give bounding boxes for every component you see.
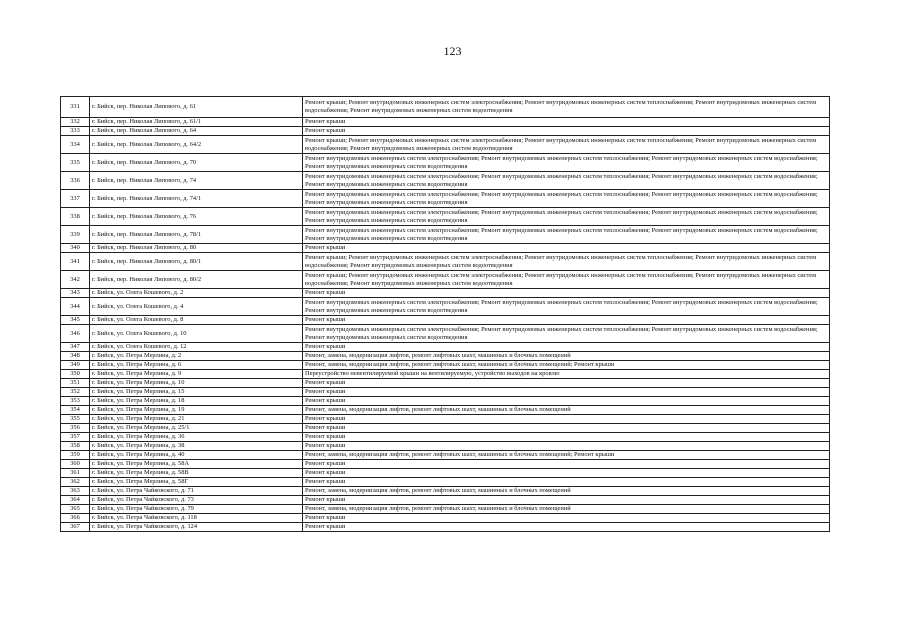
table-row — [61, 208, 830, 226]
row-number: 366 — [61, 514, 90, 523]
table-row — [61, 397, 830, 406]
table-row — [61, 325, 830, 343]
table-row — [61, 190, 830, 208]
row-number: 338 — [61, 208, 90, 226]
table-row — [61, 460, 830, 469]
row-number: 337 — [61, 190, 90, 208]
table-row — [61, 298, 830, 316]
row-works: Ремонт внутридомовых инженерных систем электроснабжения; Ремонт внутридомовых инженерных систем теплоснабжения; Ремонт внутридомовых инженерных систем водоснабжения; Ремонт внутридомовых инженерных систем водоотведения — [303, 154, 830, 172]
row-number: 362 — [61, 478, 90, 487]
row-works: Ремонт крыши — [303, 523, 830, 532]
row-number: 345 — [61, 316, 90, 325]
row-works: Ремонт крыши — [303, 127, 830, 136]
row-address: г. Бийск, ул. Петра Мерлина, д. 19 — [90, 406, 303, 415]
table-row — [61, 361, 830, 370]
table-row — [61, 271, 830, 289]
row-works: Ремонт крыши — [303, 118, 830, 127]
table-row — [61, 478, 830, 487]
row-number: 351 — [61, 379, 90, 388]
row-works: Ремонт внутридомовых инженерных систем электроснабжения; Ремонт внутридомовых инженерных систем теплоснабжения; Ремонт внутридомовых инженерных систем водоснабжения; Ремонт внутридомовых инженерных систем водоотведения — [303, 190, 830, 208]
row-address: г. Бийск, ул. Петра Мерлина, д. 36 — [90, 433, 303, 442]
row-address: г. Бийск, пер. Николая Липового, д. 61 — [90, 97, 303, 118]
row-number: 363 — [61, 487, 90, 496]
row-address: г. Бийск, ул. Петра Мерлина, д. 9 — [90, 370, 303, 379]
row-address: г. Бийск, пер. Николая Липового, д. 74 — [90, 172, 303, 190]
row-address: г. Бийск, ул. Петра Мерлина, д. 21 — [90, 415, 303, 424]
row-works: Ремонт крыши — [303, 442, 830, 451]
table-row — [61, 97, 830, 118]
row-works: Ремонт, замена, модернизация лифтов, ремонт лифтовых шахт, машинных и блочных помещений — [303, 487, 830, 496]
row-works: Ремонт, замена, модернизация лифтов, ремонт лифтовых шахт, машинных и блочных помещений; Ремонт крыши — [303, 361, 830, 370]
row-address: г. Бийск, ул. Олега Кошевого, д. 2 — [90, 289, 303, 298]
row-number: 342 — [61, 271, 90, 289]
row-address: г. Бийск, ул. Петра Мерлина, д. 25/1 — [90, 424, 303, 433]
row-works: Ремонт крыши — [303, 316, 830, 325]
row-address: г. Бийск, ул. Петра Чайковского, д. 71 — [90, 487, 303, 496]
row-number: 340 — [61, 244, 90, 253]
row-address: г. Бийск, ул. Петра Чайковского, д. 124 — [90, 523, 303, 532]
row-works: Ремонт крыши — [303, 379, 830, 388]
row-number: 367 — [61, 523, 90, 532]
row-works: Ремонт крыши; Ремонт внутридомовых инженерных систем электроснабжения; Ремонт внутридомовых инженерных систем теплоснабжения; Ремонт внутридомовых инженерных систем водоснабжения; Ремонт внутридомовых инженерных систем водоотведения — [303, 136, 830, 154]
table-row — [61, 388, 830, 397]
row-address: г. Бийск, ул. Петра Мерлина, д. 58А — [90, 460, 303, 469]
row-works: Ремонт крыши — [303, 433, 830, 442]
row-number: 336 — [61, 172, 90, 190]
table-row — [61, 424, 830, 433]
row-number: 346 — [61, 325, 90, 343]
row-works: Ремонт крыши — [303, 397, 830, 406]
row-works: Ремонт крыши — [303, 424, 830, 433]
table-row — [61, 433, 830, 442]
table-body — [61, 97, 830, 532]
table-row — [61, 289, 830, 298]
table-row — [61, 406, 830, 415]
row-address: г. Бийск, пер. Николая Липового, д. 70 — [90, 154, 303, 172]
row-address: г. Бийск, ул. Петра Мерлина, д. 15 — [90, 388, 303, 397]
table-row — [61, 469, 830, 478]
row-works: Ремонт крыши — [303, 469, 830, 478]
row-number: 343 — [61, 289, 90, 298]
row-number: 349 — [61, 361, 90, 370]
row-works: Ремонт внутридомовых инженерных систем электроснабжения; Ремонт внутридомовых инженерных систем теплоснабжения; Ремонт внутридомовых инженерных систем водоснабжения; Ремонт внутридомовых инженерных систем водоотведения — [303, 208, 830, 226]
row-works: Ремонт крыши — [303, 415, 830, 424]
row-works: Ремонт крыши — [303, 496, 830, 505]
table-row — [61, 451, 830, 460]
table-row — [61, 352, 830, 361]
row-number: 332 — [61, 118, 90, 127]
table-row — [61, 316, 830, 325]
row-works: Ремонт, замена, модернизация лифтов, ремонт лифтовых шахт, машинных и блочных помещений — [303, 406, 830, 415]
table-row — [61, 343, 830, 352]
row-works: Ремонт крыши — [303, 244, 830, 253]
table-row — [61, 415, 830, 424]
row-works: Ремонт крыши; Ремонт внутридомовых инженерных систем электроснабжения; Ремонт внутридомовых инженерных систем теплоснабжения; Ремонт внутридомовых инженерных систем водоснабжения; Ремонт внутридомовых инженерных систем водоотведения — [303, 253, 830, 271]
row-works: Ремонт крыши — [303, 388, 830, 397]
table-row — [61, 172, 830, 190]
row-works: Ремонт внутридомовых инженерных систем электроснабжения; Ремонт внутридомовых инженерных систем теплоснабжения; Ремонт внутридомовых инженерных систем водоснабжения; Ремонт внутридомовых инженерных систем водоотведения — [303, 226, 830, 244]
row-works: Ремонт крыши — [303, 478, 830, 487]
table-row — [61, 253, 830, 271]
row-number: 335 — [61, 154, 90, 172]
table-row — [61, 370, 830, 379]
row-address: г. Бийск, пер. Николая Липового, д. 61/1 — [90, 118, 303, 127]
table-row — [61, 487, 830, 496]
row-number: 356 — [61, 424, 90, 433]
row-address: г. Бийск, пер. Николая Липового, д. 80/2 — [90, 271, 303, 289]
table-row — [61, 496, 830, 505]
row-number: 352 — [61, 388, 90, 397]
row-address: г. Бийск, ул. Олега Кошевого, д. 4 — [90, 298, 303, 316]
table-row — [61, 379, 830, 388]
row-works: Ремонт, замена, модернизация лифтов, ремонт лифтовых шахт, машинных и блочных помещений; Ремонт крыши — [303, 451, 830, 460]
row-address: г. Бийск, ул. Петра Мерлина, д. 58В — [90, 469, 303, 478]
table-row — [61, 442, 830, 451]
row-works: Ремонт, замена, модернизация лифтов, ремонт лифтовых шахт, машинных и блочных помещений — [303, 505, 830, 514]
table-row — [61, 136, 830, 154]
table-row — [61, 244, 830, 253]
table-row — [61, 127, 830, 136]
row-number: 341 — [61, 253, 90, 271]
table-row — [61, 118, 830, 127]
row-works: Переустройство невентилируемой крыши на вентилируемую, устройство выходов на кровлю — [303, 370, 830, 379]
row-number: 331 — [61, 97, 90, 118]
works-table — [60, 96, 830, 532]
row-address: г. Бийск, ул. Петра Мерлина, д. 58Г — [90, 478, 303, 487]
row-works: Ремонт крыши; Ремонт внутридомовых инженерных систем электроснабжения; Ремонт внутридомовых инженерных систем теплоснабжения; Ремонт внутридомовых инженерных систем водоснабжения; Ремонт внутридомовых инженерных систем водоотведения — [303, 97, 830, 118]
row-address: г. Бийск, ул. Олега Кошевого, д. 8 — [90, 316, 303, 325]
row-works: Ремонт внутридомовых инженерных систем электроснабжения; Ремонт внутридомовых инженерных систем теплоснабжения; Ремонт внутридомовых инженерных систем водоснабжения; Ремонт внутридомовых инженерных систем водоотведения — [303, 172, 830, 190]
row-number: 359 — [61, 451, 90, 460]
row-number: 333 — [61, 127, 90, 136]
row-works: Ремонт, замена, модернизация лифтов, ремонт лифтовых шахт, машинных и блочных помещений — [303, 352, 830, 361]
row-number: 334 — [61, 136, 90, 154]
row-works: Ремонт крыши — [303, 343, 830, 352]
row-number: 361 — [61, 469, 90, 478]
row-number: 344 — [61, 298, 90, 316]
row-address: г. Бийск, ул. Олега Кошевого, д. 10 — [90, 325, 303, 343]
row-address: г. Бийск, пер. Николая Липового, д. 80/1 — [90, 253, 303, 271]
row-works: Ремонт крыши — [303, 289, 830, 298]
row-number: 348 — [61, 352, 90, 361]
row-works: Ремонт внутридомовых инженерных систем электроснабжения; Ремонт внутридомовых инженерных систем теплоснабжения; Ремонт внутридомовых инженерных систем водоснабжения; Ремонт внутридомовых инженерных систем водоотведения — [303, 298, 830, 316]
row-address: г. Бийск, ул. Петра Мерлина, д. 40 — [90, 451, 303, 460]
row-address: г. Бийск, пер. Николая Липового, д. 80 — [90, 244, 303, 253]
row-number: 353 — [61, 397, 90, 406]
row-number: 347 — [61, 343, 90, 352]
table-row — [61, 523, 830, 532]
row-works: Ремонт крыши; Ремонт внутридомовых инженерных систем электроснабжения; Ремонт внутридомовых инженерных систем теплоснабжения; Ремонт внутридомовых инженерных систем водоснабжения; Ремонт внутридомовых инженерных систем водоотведения — [303, 271, 830, 289]
table-row — [61, 226, 830, 244]
page-number: 123 — [443, 44, 462, 58]
row-address: г. Бийск, пер. Николая Липового, д. 74/1 — [90, 190, 303, 208]
row-number: 360 — [61, 460, 90, 469]
row-works: Ремонт крыши — [303, 460, 830, 469]
table-row — [61, 154, 830, 172]
row-number: 355 — [61, 415, 90, 424]
row-address: г. Бийск, ул. Петра Мерлина, д. 10 — [90, 379, 303, 388]
row-address: г. Бийск, пер. Николая Липового, д. 78/1 — [90, 226, 303, 244]
row-address: г. Бийск, пер. Николая Липового, д. 64/2 — [90, 136, 303, 154]
row-address: г. Бийск, ул. Олега Кошевого, д. 12 — [90, 343, 303, 352]
table-row — [61, 505, 830, 514]
row-address: г. Бийск, ул. Петра Мерлина, д. 2 — [90, 352, 303, 361]
row-address: г. Бийск, ул. Петра Мерлина, д. 18 — [90, 397, 303, 406]
row-works: Ремонт крыши — [303, 514, 830, 523]
row-address: г. Бийск, пер. Николая Липового, д. 76 — [90, 208, 303, 226]
row-number: 358 — [61, 442, 90, 451]
row-address: г. Бийск, ул. Петра Чайковского, д. 79 — [90, 505, 303, 514]
row-address: г. Бийск, ул. Петра Чайковского, д. 73 — [90, 496, 303, 505]
row-address: г. Бийск, пер. Николая Липового, д. 64 — [90, 127, 303, 136]
row-number: 357 — [61, 433, 90, 442]
row-number: 350 — [61, 370, 90, 379]
row-address: г. Бийск, ул. Петра Мерлина, д. 6 — [90, 361, 303, 370]
row-works: Ремонт внутридомовых инженерных систем электроснабжения; Ремонт внутридомовых инженерных систем теплоснабжения; Ремонт внутридомовых инженерных систем водоснабжения; Ремонт внутридомовых инженерных систем водоотведения — [303, 325, 830, 343]
row-number: 339 — [61, 226, 90, 244]
table-row — [61, 514, 830, 523]
row-number: 354 — [61, 406, 90, 415]
row-address: г. Бийск, ул. Петра Чайковского, д. 118 — [90, 514, 303, 523]
row-number: 365 — [61, 505, 90, 514]
row-number: 364 — [61, 496, 90, 505]
row-address: г. Бийск, ул. Петра Мерлина, д. 38 — [90, 442, 303, 451]
